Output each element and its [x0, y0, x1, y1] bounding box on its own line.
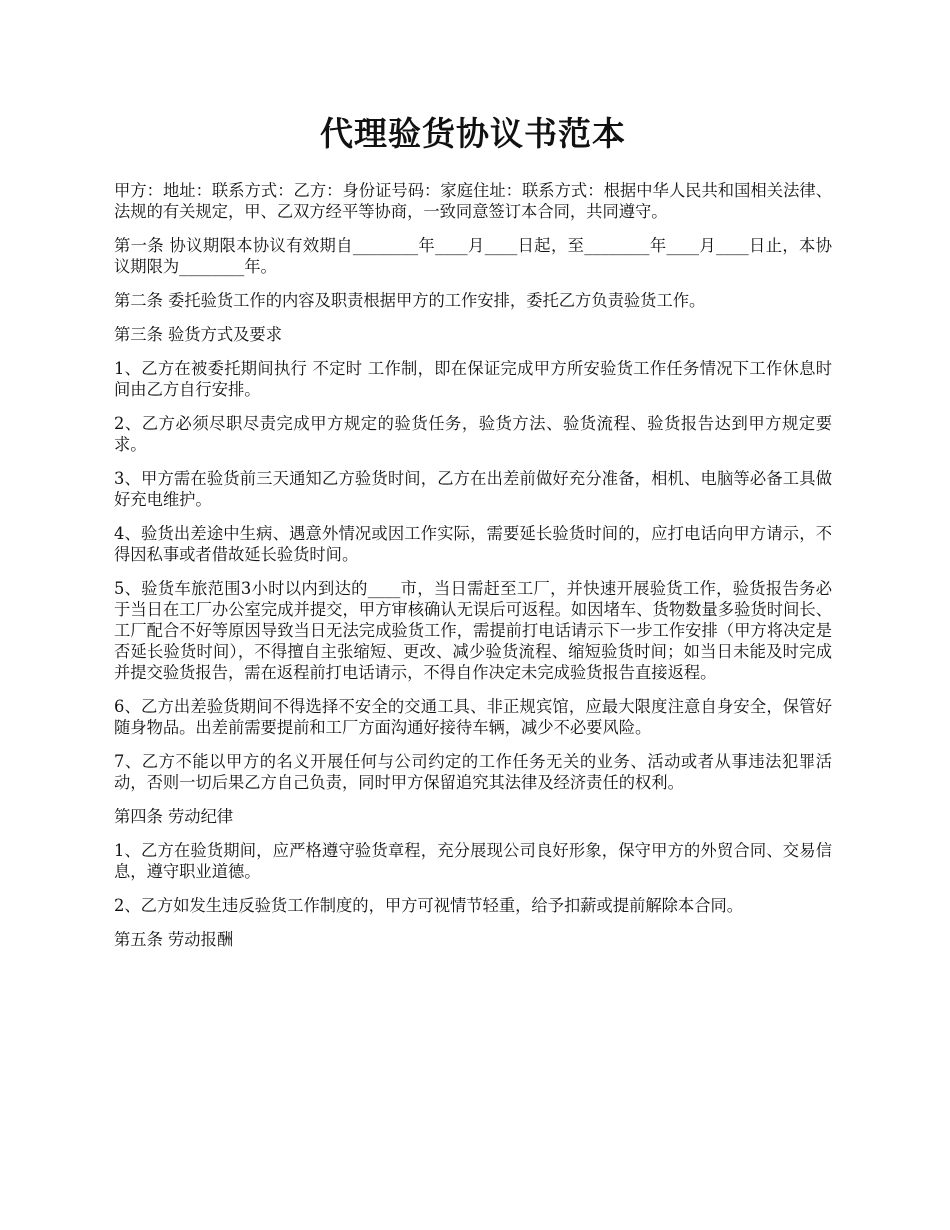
- article-3-item-2: 2、乙方必须尽职尽责完成甲方规定的验货任务，验货方法、验货流程、验货报告达到甲方规定要求。: [114, 414, 832, 454]
- article-3-item-4: 4、验货出差途中生病、遇意外情况或因工作实际，需要延长验货时间的，应打电话向甲方请示，不得因私事或者借故延长验货时间。: [114, 524, 832, 564]
- article-3-heading: 第三条 验货方式及要求: [114, 325, 282, 344]
- article-5-heading: 第五条 劳动报酬: [114, 930, 234, 949]
- article-4-heading: 第四条 劳动纪律: [114, 807, 234, 826]
- article-3-item-6: 6、乙方出差验货期间不得选择不安全的交通工具、非正规宾馆，应最大限度注意自身安全，保管好随身物品。出差前需要提前和工厂方面沟通好接待车辆，减少不必要风险。: [114, 697, 832, 737]
- document-title: 代理验货协议书范本: [320, 114, 626, 153]
- article-3-item-3: 3、甲方需在验货前三天通知乙方验货时间，乙方在出差前做好充分准备，相机、电脑等必备工具做好充电维护。: [114, 469, 832, 509]
- article-3-item-1: 1、乙方在被委托期间执行 不定时 工作制，即在保证完成甲方所安验货工作任务情况下工作休息时间由乙方自行安排。: [114, 359, 832, 399]
- article-3-item-7: 7、乙方不能以甲方的名义开展任何与公司约定的工作任务无关的业务、活动或者从事违法犯罪活动，否则一切后果乙方自己负责，同时甲方保留追究其法律及经济责任的权利。: [114, 752, 832, 792]
- article-1-term: 第一条 协议期限本协议有效期自________年____月____日起，至________年____月____日止，本协议期限为________年。: [114, 236, 832, 276]
- article-2-duties: 第二条 委托验货工作的内容及职责根据甲方的工作安排，委托乙方负责验货工作。: [114, 291, 706, 310]
- article-4-item-2: 2、乙方如发生违反验货工作制度的，甲方可视情节轻重，给予扣薪或提前解除本合同。: [114, 896, 744, 915]
- article-3-item-5: 5、验货车旅范围3小时以内到达的____市，当日需赶至工厂，并快速开展验货工作，验货报告务必于当日在工厂办公室完成并提交，甲方审核确认无误后可返程。如因堵车、货物数量多验货时间长、工厂配合不好等原因导致当日无法完成验货工作，需提前打电话请示下一步工作安排（甲方将决定是否延长验货时间），不得擅自主张缩短、更改、减少验货流程、缩短验货时间；如当日未能及时完成并提交验货报告，需在返程前打电话请示，不得自作决定未完成验货报告直接返程。: [114, 579, 832, 682]
- party-info-paragraph: 甲方：地址：联系方式：乙方：身份证号码：家庭住址：联系方式：根据中华人民共和国相关法律、法规的有关规定，甲、乙双方经平等协商，一致同意签订本合同，共同遵守。: [114, 181, 832, 221]
- article-4-item-1: 1、乙方在验货期间，应严格遵守验货章程，充分展现公司良好形象，保守甲方的外贸合同、交易信息，遵守职业道德。: [114, 841, 832, 881]
